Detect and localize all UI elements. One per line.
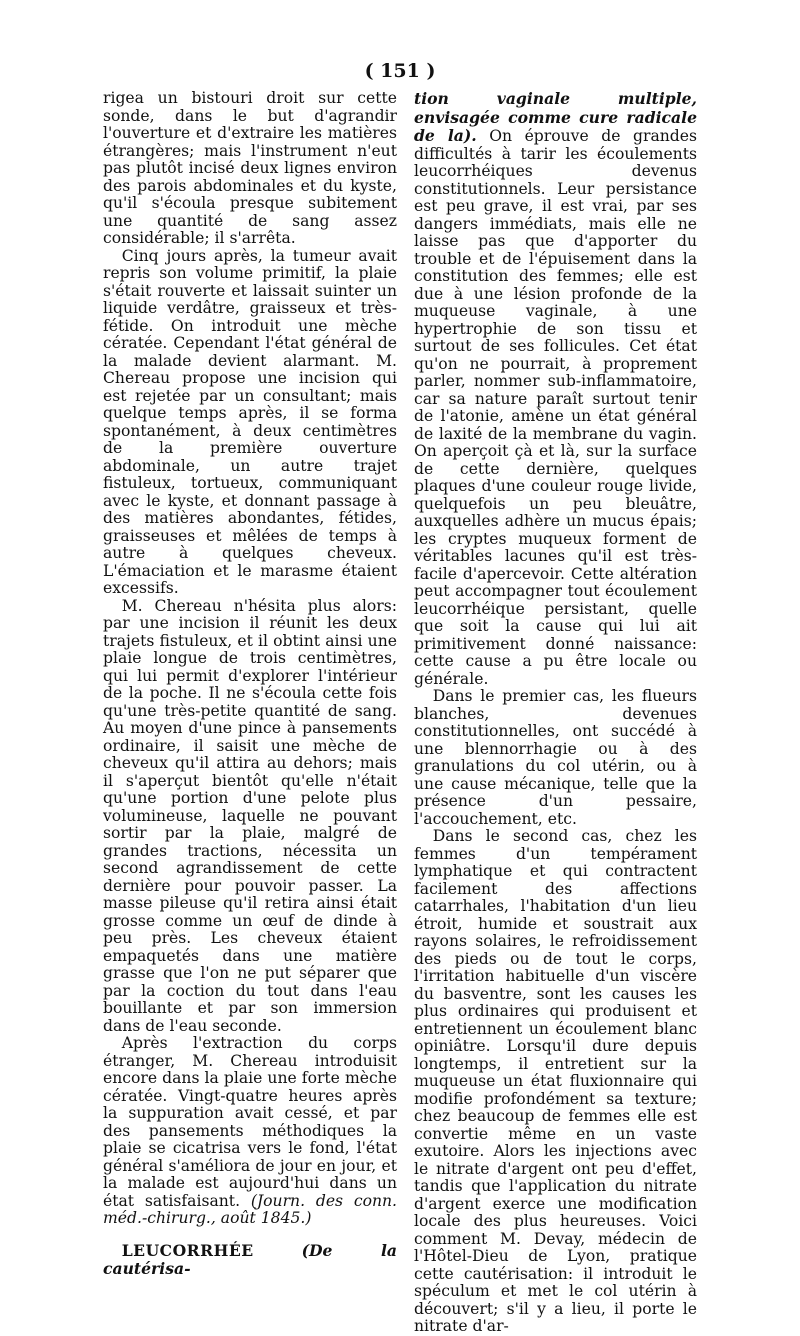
paragraph: Dans le second cas, chez les femmes d'un tempérament lymphatique et qui contractent facilement des affections catarrhales, l'habitation d'un lieu étroit, humide et soustrait aux rayons solaires, le refroidissement des pieds ou de tout le corps, l'irritation habituelle d'un viscère du basventre, sont les causes les plus ordinaires qui produisent et entretiennent un écoulement blanc opiniâtre. Lorsqu'il dure depuis longtemps, il entretient sur la muqueuse un état fluxionnaire qui modifie profondément sa texture; chez beaucoup de femmes elle est convertie même en un vaste exutoire. Alors les injections avec le nitrate d'argent ont peu d'effet, tandis que l'application du nitrate d'argent exerce une modification locale des plus heureuses. Voici comment M. Devay, médecin de l'Hôtel-Dieu de Lyon, pratique cette cautérisation: il introduit le spéculum et met le col utérin à découvert; s'il y a lieu, il porte le nitrate d'ar-	[414, 827, 697, 1335]
paragraph-text: Après l'extraction du corps étranger, M. Chereau introduisit encore dans la plaie une forte mèche cératée. Vingt-quatre heures après la suppuration avait cessé, et par des pansements méthodiques la plaie se cicatrisa vers le fond, l'état général s'améliora de jour en jour, et la malade est aujourd'hui dans un état satisfaisant.	[103, 1034, 397, 1210]
section-heading	[103, 1242, 397, 1279]
citation: (Journ. des conn. méd.-chirurg., août 1845.)	[103, 1191, 397, 1227]
leucorrhee-label: LEUCORRHÉE	[121, 1240, 254, 1260]
paragraph: Dans le premier cas, les flueurs blanches, devenues constitutionnelles, ont succédé à une blennorrhagie ou à des granulations du col utérin, ou à une cause mécanique, telle que la présence d'un pessaire, l'accouchement, etc.	[414, 687, 697, 828]
paragraph-text: On éprouve de grandes difficultés à tarir les écoulements leucorrhéiques devenus constitutionnels. Leur persistance est peu grave, il est vrai, par ses dangers immédiats, mais elle ne laisse pas que d'apporter du trouble et de l'épuisement dans la constitution des femmes; elle est due à une lésion profonde de la muqueuse vaginale, à une hypertrophie de son tissu et surtout de ses follicules. Cet état qu'on ne pourrait, à proprement parler, nommer sub-inflammatoire, car sa nature paraît surtout tenir de l'atonie, amène un état général de laxité de la membrane du vagin. On aperçoit çà et là, sur la surface de cette dernière, quelques plaques d'une couleur rouge livide, quelquefois un peu bleuâtre, auxquelles adhère un mucus épais; les cryptes muqueux forment de véritables lacunes qu'il est très-facile d'apercevoir. Cette altération peut accompagner tout écoulement leucorrhéique persistant, quelle que soit la cause qui lui ait primitivement donné naissance: cette cause a pu être locale ou générale.	[414, 127, 697, 688]
paragraph: M. Chereau n'hésita plus alors: par une incision il réunit les deux trajets fistuleux, et il obtint ainsi une plaie longue de trois centimètres, qui lui permit d'explorer l'intérieur de la poche. Il ne s'écoula cette fois qu'une très-petite quantité de sang. Au moyen d'une pince à pansements ordinaire, il saisit une mèche de cheveux qu'il attira au dehors; mais il s'aperçut bientôt qu'elle n'était qu'une portion d'une pelote plus volumineuse, laquelle ne pouvant sortir par la plaie, malgré de grandes tractions, nécessita un second agrandissement de cette dernière pour pouvoir passer. La masse pileuse qu'il retira ainsi était grosse comme un œuf de dinde à peu près. Les cheveux étaient empaquetés dans une matière grasse que l'on ne put séparer que par la coction du tout dans l'eau bouillante et par son immersion dans de l'eau seconde.	[103, 596, 397, 1035]
page-number: ( 151 )	[364, 60, 436, 82]
section-title-start: (De la cautérisa-	[103, 1240, 397, 1278]
paragraph	[103, 1035, 397, 1228]
right-column	[414, 90, 697, 1336]
paragraph	[414, 90, 697, 688]
paragraph: rigea un bistouri droit sur cette sonde, dans le but d'agrandir l'ouverture et d'extraire les matières étrangères; mais l'instrument n'eut pas plutôt incisé deux lignes environ des parois abdominales et du kyste, qu'il s'écoula presque subitement une quantité de sang assez considérable; il s'arrêta.	[103, 89, 397, 247]
left-column	[103, 90, 397, 1279]
section-title-continuation: tion vaginale multiple, envisagée comme cure radicale de la).	[414, 89, 697, 145]
paragraph: Cinq jours après, la tumeur avait repris son volume primitif, la plaie s'était rouverte et laissait suinter un liquide verdâtre, graisseux et très-fétide. On introduit une mèche cératée. Cependant l'état général de la malade devient alarmant. M. Chereau propose une incision qui est rejetée par un consultant; mais quelque temps après, il se forma spontanément, à deux centimètres de la première ouverture abdominale, un autre trajet fistuleux, tortueux, communiquant avec le kyste, et donnant passage à des matières abondantes, fétides, graisseuses et mêlées de temps à autre à quelques cheveux. L'émaciation et le marasme étaient excessifs.	[103, 246, 397, 597]
